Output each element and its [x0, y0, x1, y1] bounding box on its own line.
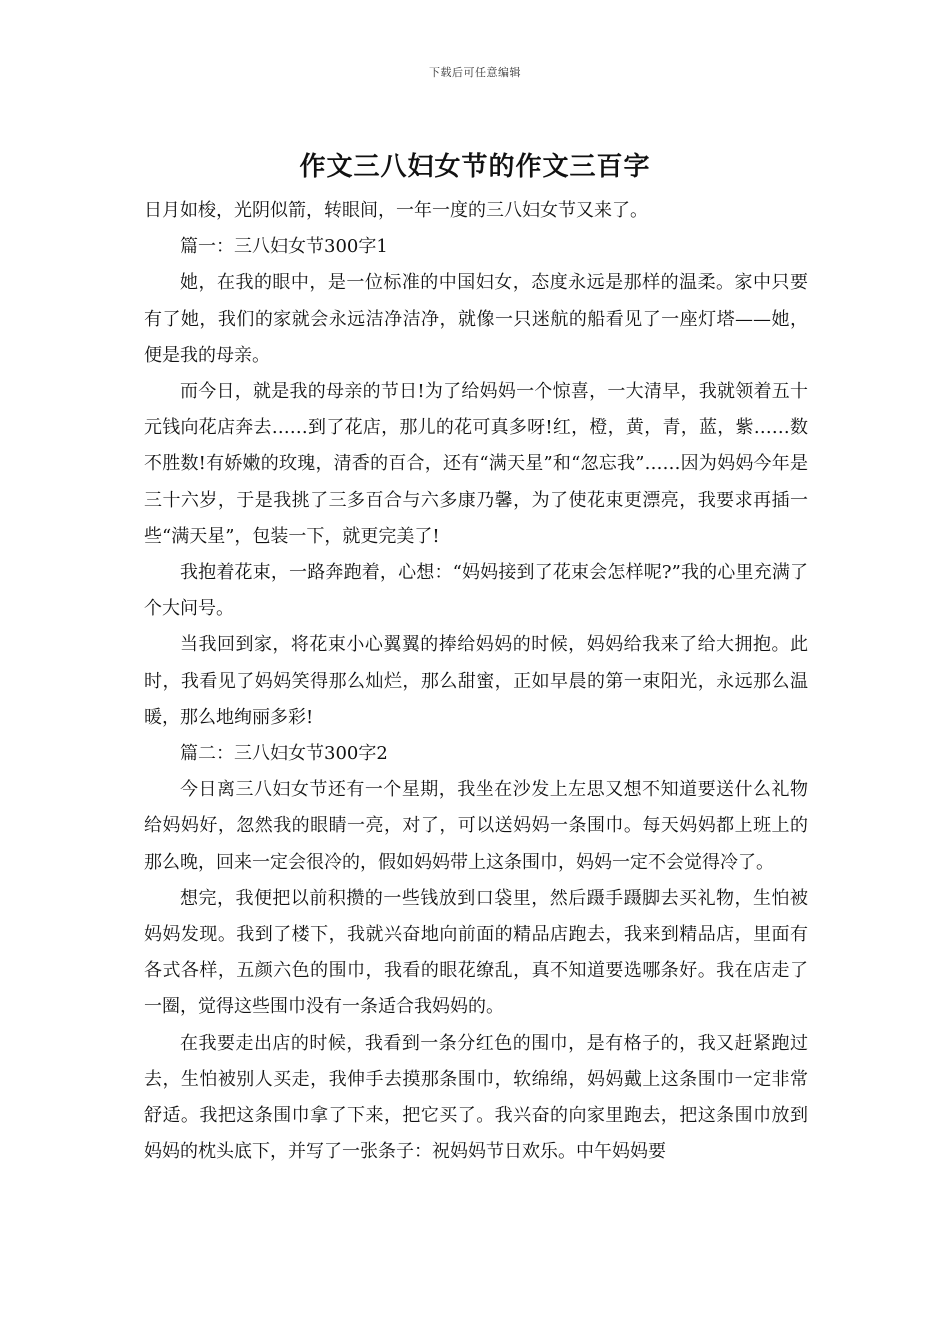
document-title: 作文三八妇女节的作文三百字	[299, 152, 651, 182]
body-paragraph: 我抱着花束，一路奔跑着，心想：“妈妈接到了花束会怎样呢?”我的心里充满了个大问号。	[144, 562, 808, 620]
body-paragraph: 今日离三八妇女节还有一个星期，我坐在沙发上左思又想不知道要送什么礼物给妈妈好，忽然我的眼睛一亮，对了，可以送妈妈一条围巾。每天妈妈都上班上的那么晚，回来一定会很冷的，假如妈妈带上这条围巾，妈妈一定不会觉得冷了。	[144, 779, 808, 873]
document-body	[144, 193, 808, 1170]
body-paragraph: 她，在我的眼中，是一位标准的中国妇女，态度永远是那样的温柔。家中只要有了她，我们的家就会永远洁净洁净，就像一只迷航的船看见了一座灯塔——她，便是我的母亲。	[144, 272, 808, 366]
header-note: 下载后可任意编辑	[429, 66, 521, 79]
section-heading-2: 篇二：三八妇女节300字2	[180, 743, 388, 765]
section-heading-1: 篇一：三八妇女节300字1	[180, 236, 388, 258]
body-paragraph: 想完，我便把以前积攒的一些钱放到口袋里，然后蹑手蹑脚去买礼物，生怕被妈妈发现。我到了楼下，我就兴奋地向前面的精品店跑去，我来到精品店，里面有各式各样，五颜六色的围巾，我看的眼花缭乱，真不知道要选哪条好。我在店走了一圈，觉得这些围巾没有一条适合我妈妈的。	[144, 887, 808, 1018]
body-paragraph: 而今日，就是我的母亲的节日!为了给妈妈一个惊喜，一大清早，我就领着五十元钱向花店奔去……到了花店，那儿的花可真多呀!红，橙，黄，青，蓝，紫……数不胜数!有娇嫩的玫瑰，清香的百合，还有“满天星”和“忽忘我”……因为妈妈今年是三十六岁，于是我挑了三多百合与六多康乃馨，为了使花束更漂亮，我要求再插一些“满天星”，包装一下，就更完美了!	[144, 381, 808, 547]
body-paragraph: 在我要走出店的时候，我看到一条分红色的围巾，是有格子的，我又赶紧跑过去，生怕被别人买走，我伸手去摸那条围巾，软绵绵，妈妈戴上这条围巾一定非常舒适。我把这条围巾拿了下来，把它买了。我兴奋的向家里跑去，把这条围巾放到妈妈的枕头底下，并写了一张条子：祝妈妈节日欢乐。中午妈妈要	[144, 1032, 808, 1163]
body-paragraph: 当我回到家，将花束小心翼翼的捧给妈妈的时候，妈妈给我来了给大拥抱。此时，我看见了妈妈笑得那么灿烂，那么甜蜜，正如早晨的第一束阳光，永远那么温暖，那么地绚丽多彩!	[144, 634, 808, 728]
intro-paragraph: 日月如梭，光阴似箭，转眼间，一年一度的三八妇女节又来了。	[144, 200, 648, 221]
